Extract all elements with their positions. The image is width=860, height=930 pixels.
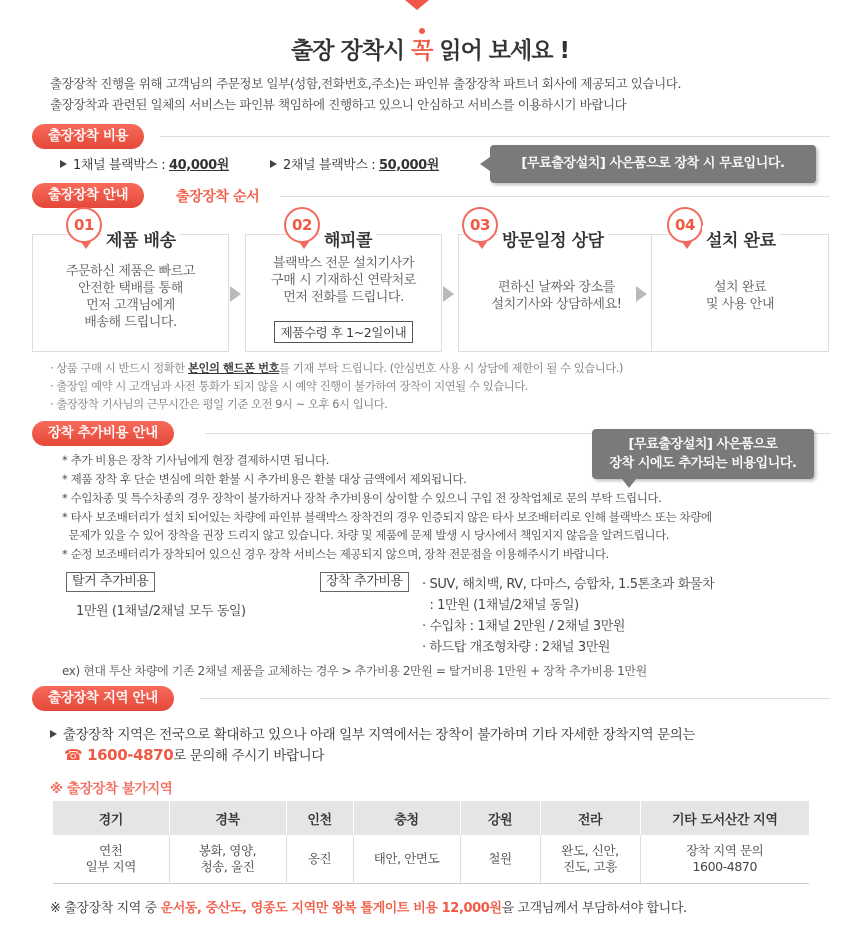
step-4-title: 설치 완료 xyxy=(702,226,780,251)
free-install-tip: [무료출장설치] 사은품으로 장착 시 무료입니다. xyxy=(490,145,816,183)
removal-cost-value: 1만원 (1채널/2채널 모두 동일) xyxy=(76,604,246,619)
extra-bullet-4: * 타사 보조배터리가 설치 되어있는 차량에 파인뷰 블랙박스 장착건의 경우 인증되지 않은 타사 보조배터리로 인해 블랙박스 또는 차량에 xyxy=(62,510,712,524)
step-arrow-icon xyxy=(230,286,241,302)
region-table xyxy=(53,801,809,884)
step-4-card: 설치 완료 및 사용 안내 xyxy=(651,234,829,352)
table-cell: 철원 xyxy=(460,835,540,883)
step-3-title: 방문일정 상담 xyxy=(498,226,608,251)
triangle-bullet-icon xyxy=(60,160,67,168)
tip-arrow xyxy=(622,479,636,488)
table-header: 전라 xyxy=(540,801,640,835)
ch1-price: 1채널 블랙박스 : 40,000원 xyxy=(60,154,229,173)
step-1-card: 주문하신 제품은 빠르고 안전한 택배를 통해 먼저 고객님에게 배송해 드립니다. xyxy=(32,234,229,352)
delivery-timing-box: 제품수령 후 1~2일이내 xyxy=(274,321,414,343)
guide-section-label: 출장장착 안내 xyxy=(32,183,144,208)
step-2-title: 해피콜 xyxy=(320,226,376,251)
region-description: 출장장착 지역은 전국으로 확대하고 있으나 아래 일부 지역에서는 장착이 불가하며 기타 자세한 장착지역 문의는 xyxy=(50,723,695,743)
table-header: 기타 도서산간 지역 xyxy=(640,801,809,835)
tip-arrow xyxy=(480,157,490,171)
extra-bullet-2: * 제품 장착 후 단순 변심에 의한 환불 시 추가비용은 환불 대상 금액에서 제외됩니다. xyxy=(62,472,467,486)
guide-note-2: · 출장일 예약 시 고객님과 사전 통화가 되지 않을 시 예약 진행이 불가하여 장착이 지연될 수 있습니다. xyxy=(50,380,528,393)
phone-number-link[interactable]: ☎ 1600-4870 xyxy=(64,746,174,764)
guide-note-1: · 상품 구매 시 반드시 정확한 본인의 핸드폰 번호를 기재 부탁 드립니다. (안심번호 사용 시 상담에 제한이 될 수 있습니다.) xyxy=(50,362,624,375)
table-row xyxy=(53,835,809,883)
toll-fee-notice: ※ 출장장착 지역 중 운서동, 중산도, 영종도 지역만 왕복 톨게이트 비용 12,000원을 고객님께서 부담하셔야 합니다. xyxy=(50,901,687,916)
extra-bullet-5: * 순정 보조배터리가 장착되어 있으신 경우 장착 서비스는 제공되지 않으며, 장착 전문점을 이용해주시기 바랍니다. xyxy=(62,547,609,561)
region-section-label: 출장장착 지역 안내 xyxy=(32,686,174,711)
cost-section-label: 출장장착 비용 xyxy=(32,124,144,149)
extra-cost-example: ex) 현대 투산 차량에 기존 2채널 제품을 교체하는 경우 > 추가비용 2만원 = 탈거비용 1만원 + 장착 추가비용 1만원 xyxy=(62,664,647,678)
extra-bullet-1: * 추가 비용은 장착 기사님에게 현장 결제하시면 됩니다. xyxy=(62,453,329,467)
emphasis-dot xyxy=(419,28,425,34)
title-highlight: 꼭 xyxy=(411,38,432,64)
table-header: 강원 xyxy=(460,801,540,835)
install-cost-line-1: · SUV, 해치백, RV, 다마스, 승합차, 1.5톤초과 화물차 xyxy=(422,577,715,592)
extra-cost-tip: [무료출장설치] 사은품으로 장착 시에도 추가되는 비용입니다. xyxy=(592,429,814,479)
table-cell: 옹진 xyxy=(286,835,353,883)
install-cost-label-wrap xyxy=(320,572,409,592)
table-cell: 연천 일부 지역 xyxy=(53,835,169,883)
install-cost-label: 장착 추가비용 xyxy=(320,572,409,592)
guide-note-3: · 출장장착 기사님의 근무시간은 평일 기준 오전 9시 ~ 오후 6시 입니다. xyxy=(50,398,388,411)
step-3-card: 편하신 날짜와 장소를 설치기사와 상담하세요! xyxy=(458,234,655,352)
removal-cost-label: 탈거 추가비용 xyxy=(66,572,155,592)
step-2-badge: 02 xyxy=(284,207,320,243)
section-divider xyxy=(160,136,830,137)
intro-line-2: 출장장착과 관련된 일체의 서비스는 파인뷰 책임하에 진행하고 있으니 안심하고 서비스를 이용하시기 바랍니다 xyxy=(50,97,627,112)
section-divider xyxy=(200,698,830,699)
ch2-price: 2채널 블랙박스 : 50,000원 xyxy=(270,154,439,173)
top-notch-decoration xyxy=(405,0,429,10)
table-cell: 장착 지역 문의 1600-4870 xyxy=(640,835,809,883)
extra-bullet-4-cont: 문제가 있을 수 있어 장착을 권장 드리지 않고 있습니다. 차량 및 제품에 문제 발생 시 당사에서 책임지지 않음을 알려드립니다. xyxy=(62,528,670,542)
triangle-bullet-icon xyxy=(50,730,57,738)
table-header: 경북 xyxy=(169,801,286,835)
table-header: 충청 xyxy=(353,801,460,835)
step-arrow-icon xyxy=(443,286,454,302)
table-cell: 태안, 안면도 xyxy=(353,835,460,883)
unavailable-region-heading: ※ 출장장착 불가지역 xyxy=(50,781,173,797)
step-4-badge: 04 xyxy=(667,207,703,243)
page-title: 출장 장착시 꼭 읽어 보세요 ! xyxy=(0,32,860,65)
section-divider xyxy=(280,196,830,197)
table-cell: 완도, 신안, 진도, 고흥 xyxy=(540,835,640,883)
extra-bullet-3: * 수입차종 및 특수차종의 경우 장착이 불가하거나 장착 추가비용이 상이할 수 있으니 구입 전 장착업체로 문의 부탁 드립니다. xyxy=(62,491,662,505)
step-1-badge: 01 xyxy=(66,207,102,243)
step-3-badge: 03 xyxy=(462,207,498,243)
extra-cost-section-label: 장착 추가비용 안내 xyxy=(32,421,174,446)
install-order-heading: 출장장착 순서 xyxy=(176,189,260,205)
table-cell: 봉화, 영양, 청송, 울진 xyxy=(169,835,286,883)
triangle-bullet-icon xyxy=(270,160,277,168)
intro-line-1: 출장장착 진행을 위해 고객님의 주문정보 일부(성함,전화번호,주소)는 파인뷰 출장장착 파트너 회사에 제공되고 있습니다. xyxy=(50,76,682,91)
table-header: 인천 xyxy=(286,801,353,835)
table-header: 경기 xyxy=(53,801,169,835)
table-header-row xyxy=(53,801,809,835)
region-phone-line: ☎ 1600-4870로 문의해 주시기 바랍니다 xyxy=(64,746,324,764)
step-arrow-icon xyxy=(636,286,647,302)
region-table-wrap xyxy=(53,801,809,884)
removal-cost-label-wrap xyxy=(66,572,155,592)
install-cost-line-2: : 1만원 (1채널/2채널 동일) xyxy=(422,598,579,613)
install-cost-line-4: · 하드탑 개조형차량 : 2채널 3만원 xyxy=(422,640,611,655)
step-2-card: 블랙박스 전문 설치기사가 구매 시 기재하신 연락처로 먼저 전화를 드립니다. 제품수령 후 1~2일이내 xyxy=(245,234,442,352)
install-cost-line-3: · 수입차 : 1채널 2만원 / 2채널 3만원 xyxy=(422,619,626,634)
step-1-title: 제품 배송 xyxy=(102,226,180,251)
